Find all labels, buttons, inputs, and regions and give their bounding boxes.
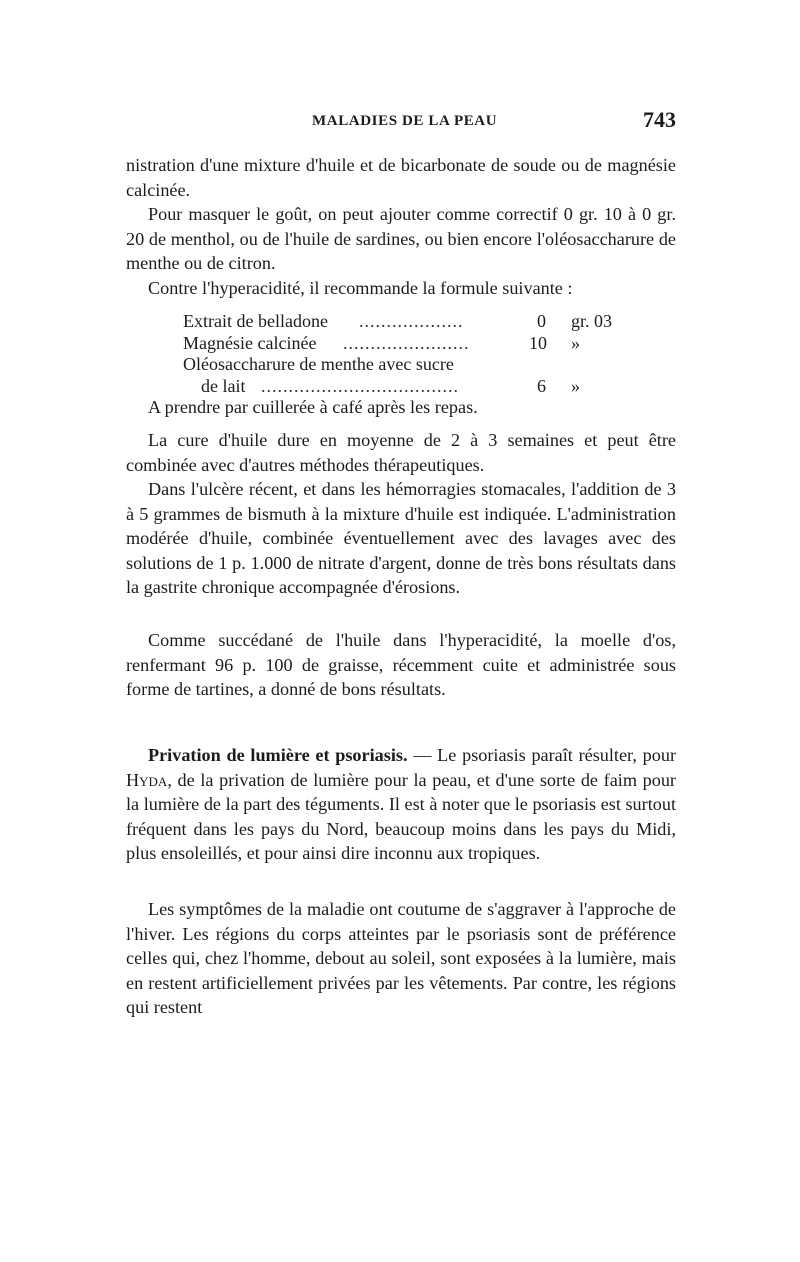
heading-dash: — bbox=[407, 745, 438, 765]
section-heading: Privation de lumière et psoriasis. bbox=[148, 745, 408, 765]
ingredient-quantity: 0 bbox=[537, 311, 546, 331]
ingredient-unit: » bbox=[571, 375, 580, 396]
paragraph-ulcer: Dans l'ulcère récent, et dans les hémorragies stomacales, l'addition de 3 à 5 grammes de bismuth à la mixture d'huile est indiquée. L'administration modérée d'huile, combinée éventuellement avec des lavages avec des solutions de 1 p. 1.000 de nitrate d'argent, donne de très bons résultats dans la gastrite chronique accompagnée d'érosions. bbox=[126, 479, 676, 598]
paragraph-psoriasis bbox=[126, 743, 676, 866]
recipe-row bbox=[183, 376, 623, 398]
ingredient-unit: » bbox=[571, 332, 580, 353]
page-header bbox=[126, 107, 676, 139]
recipe-row bbox=[183, 311, 623, 333]
paragraph-cure-duration: La cure d'huile dure en moyenne de 2 à 3 semaines et peut être combinée avec d'autres méthodes thérapeutiques. bbox=[126, 430, 676, 475]
ingredient-unit: gr. 03 bbox=[571, 311, 613, 331]
ingredient-quantity: 6 bbox=[537, 375, 546, 396]
recipe-row bbox=[183, 333, 623, 355]
paragraph-flavoring: Pour masquer le goût, on peut ajouter comme correctif 0 gr. 10 à 0 gr. 20 de menthol, ou de l'huile de sardines, ou bien encore l'oléosaccharure de menthe ou de citron. bbox=[126, 204, 676, 274]
recipe-formula bbox=[183, 311, 623, 397]
author-name: Hyda bbox=[126, 769, 168, 790]
page-number: 743 bbox=[643, 107, 676, 132]
ingredient-name: de lait bbox=[201, 375, 246, 396]
ingredient-quantity: 10 bbox=[529, 332, 547, 353]
paragraph-hyperacidity: Contre l'hyperacidité, il recommande la formule suivante : bbox=[148, 278, 573, 298]
paragraph-dosage: A prendre par cuillerée à café après les repas. bbox=[148, 397, 478, 417]
paragraph-continuation: nistration d'une mixture d'huile et de bicarbonate de soude ou de magnésie calcinée. bbox=[126, 155, 676, 200]
leader-dots: .................................... bbox=[261, 375, 459, 396]
paragraph-symptoms: Les symptômes de la maladie ont coutume de s'aggraver à l'approche de l'hiver. Les régions du corps atteintes par le psoriasis sont de préférence celles qui, chez l'homme, debout au soleil, sont exposées à la lumière, mais en restent artificiellement privées par les vêtements. Par contre, les régions qui restent bbox=[126, 899, 676, 1018]
ingredient-name: Oléosaccharure de menthe avec sucre bbox=[183, 354, 454, 374]
leader-dots: ................... bbox=[359, 311, 464, 331]
paragraph-bone-marrow: Comme succédané de l'huile dans l'hyperacidité, la moelle d'os, renfermant 96 p. 100 de graisse, récemment cuite et administrée sous forme de tartines, a donné de bons résultats. bbox=[126, 630, 676, 700]
running-title: MALADIES DE LA PEAU bbox=[312, 113, 498, 129]
leader-dots: ....................... bbox=[343, 332, 470, 353]
paragraph-text: , de la privation de lumière pour la peau, et d'une sorte de faim pour la lumière de la part des téguments. Il est à noter que le psoriasis est surtout fréquent dans les pays du Nord, beaucoup moins dans les pays du Midi, plus ensoleillés, et pour ainsi dire inconnu aux tropiques. bbox=[126, 769, 676, 864]
ingredient-name: Extrait de belladone bbox=[183, 311, 328, 331]
recipe-row bbox=[183, 354, 623, 376]
paragraph-text: Le psoriasis paraît résulter, pour bbox=[437, 745, 677, 765]
ingredient-name: Magnésie calcinée bbox=[183, 332, 317, 353]
